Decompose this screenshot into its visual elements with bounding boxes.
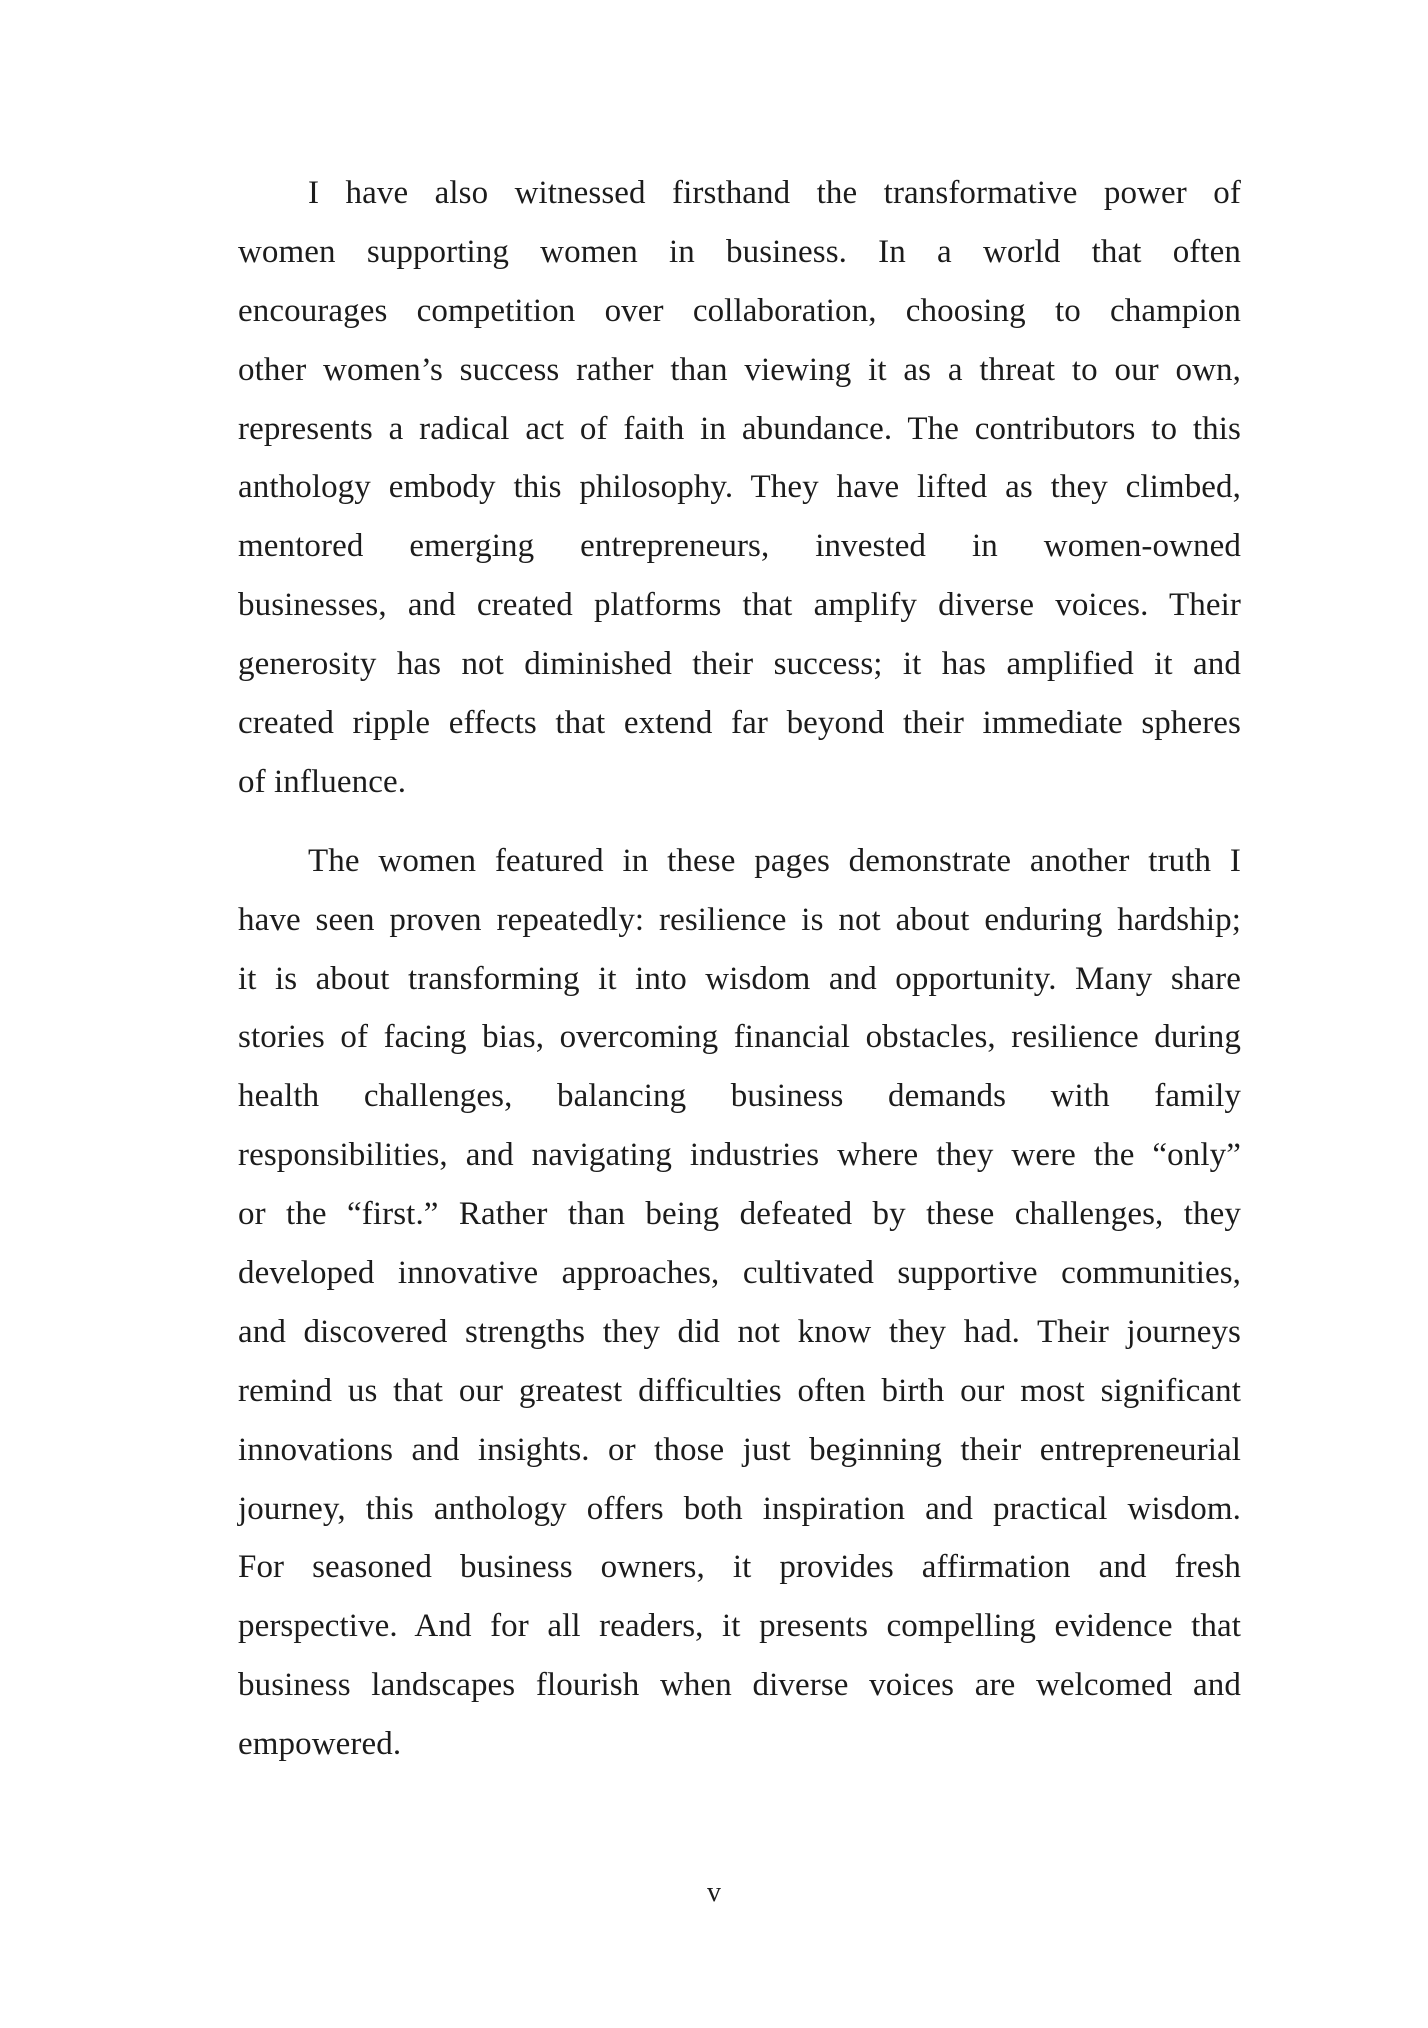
text-line: encourages competition over collaboration, choosing to champion xyxy=(238,292,1241,329)
text-line: businesses, and created platforms that amplify diverse voices. Their xyxy=(238,587,1241,624)
body-text xyxy=(238,164,1241,1774)
text-line: it is about transforming it into wisdom and opportunity. Many share xyxy=(238,960,1241,997)
text-line: developed innovative approaches, cultivated supportive communities, xyxy=(238,1255,1241,1292)
text-line: represents a radical act of faith in abundance. The contributors to this xyxy=(238,410,1241,447)
text-line: perspective. And for all readers, it presents compelling evidence that xyxy=(238,1608,1241,1645)
text-line: For seasoned business owners, it provides affirmation and fresh xyxy=(238,1549,1241,1586)
page-number: v xyxy=(707,1877,721,1908)
text-line: stories of facing bias, overcoming financial obstacles, resilience during xyxy=(238,1019,1241,1056)
text-line: business landscapes flourish when diverse voices are welcomed and xyxy=(238,1667,1241,1704)
text-line: created ripple effects that extend far beyond their immediate spheres xyxy=(238,705,1241,742)
paragraph-women-supporting-women xyxy=(238,164,1241,812)
text-line: health challenges, balancing business demands with family xyxy=(238,1078,1241,1115)
text-line: responsibilities, and navigating industries where they were the “only” xyxy=(238,1137,1241,1174)
text-line: mentored emerging entrepreneurs, invested in women-owned xyxy=(238,528,1241,565)
text-line: generosity has not diminished their success; it has amplified it and xyxy=(238,646,1241,683)
text-line: innovations and insights. or those just beginning their entrepreneurial xyxy=(238,1431,1241,1468)
text-line: or the “first.” Rather than being defeated by these challenges, they xyxy=(238,1196,1241,1233)
text-line: have seen proven repeatedly: resilience is not about enduring hardship; xyxy=(238,901,1241,938)
text-line: The women featured in these pages demonstrate another truth I xyxy=(308,842,1241,879)
text-line: of influence. xyxy=(238,763,407,800)
text-line: journey, this anthology offers both inspiration and practical wisdom. xyxy=(238,1490,1241,1527)
text-line: remind us that our greatest difficulties often birth our most significant xyxy=(238,1372,1241,1409)
text-line: other women’s success rather than viewing it as a threat to our own, xyxy=(238,351,1241,388)
text-line: women supporting women in business. In a world that often xyxy=(238,233,1241,270)
text-line: empowered. xyxy=(238,1726,402,1763)
text-line: I have also witnessed firsthand the transformative power of xyxy=(308,175,1241,211)
text-line: anthology embody this philosophy. They have lifted as they climbed, xyxy=(238,469,1241,506)
text-line: and discovered strengths they did not know they had. Their journeys xyxy=(238,1313,1241,1350)
paragraph-resilience xyxy=(238,832,1241,1774)
